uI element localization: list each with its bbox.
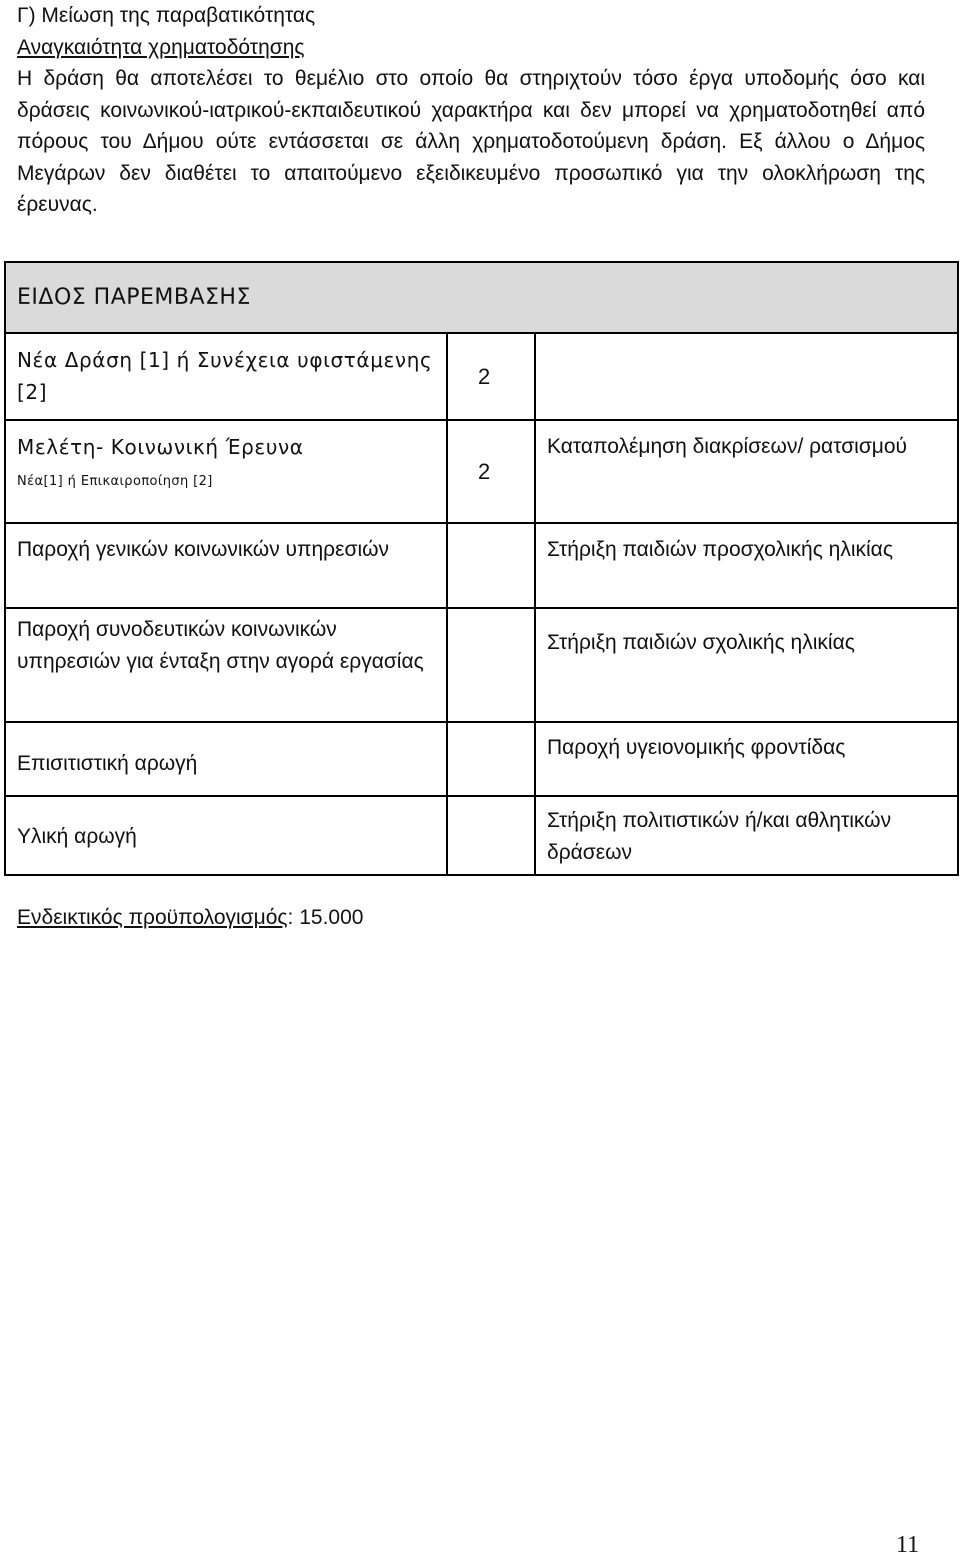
table-header: ΕΙΔΟΣ ΠΑΡΕΜΒΑΣΗΣ xyxy=(5,262,958,333)
table-row xyxy=(5,608,958,722)
intervention-table xyxy=(4,261,959,876)
table-row xyxy=(5,722,958,796)
row-right: Στήριξη πολιτιστικών ή/και αθλητικών δράσεων xyxy=(535,796,958,875)
row-label-cell xyxy=(5,420,447,523)
row-right xyxy=(535,333,958,420)
budget-separator: : xyxy=(287,906,294,929)
row-right: Στήριξη παιδιών προσχολικής ηλικίας xyxy=(535,523,958,608)
section-heading: Γ) Μείωση της παραβατικότητας xyxy=(17,4,316,27)
row-label: Νέα Δράση [1] ή Συνέχεια υφιστάμενης [2] xyxy=(5,333,447,420)
row-value xyxy=(447,523,535,608)
row-value xyxy=(447,722,535,796)
row-label: Παροχή γενικών κοινωνικών υπηρεσιών xyxy=(5,523,447,608)
row-value: 2 xyxy=(447,333,535,420)
row-right: Παροχή υγειονομικής φροντίδας xyxy=(535,722,958,796)
intro-section xyxy=(17,0,925,221)
row-right: Στήριξη παιδιών σχολικής ηλικίας xyxy=(535,608,958,722)
row-right: Καταπολέμηση διακρίσεων/ ρατσισμού xyxy=(535,420,958,523)
page-number: 11 xyxy=(896,1532,920,1558)
table-header-row xyxy=(5,262,958,333)
row-value xyxy=(447,796,535,875)
budget-line xyxy=(17,902,363,934)
row-label: Επισιτιστική αρωγή xyxy=(5,722,447,796)
row-note: Νέα[1] ή Επικαιροποίηση [2] xyxy=(17,474,213,489)
row-label: Μελέτη- Κοινωνική Έρευνα xyxy=(17,435,304,459)
row-value: 2 xyxy=(447,420,535,523)
table-row xyxy=(5,796,958,875)
row-value xyxy=(447,608,535,722)
row-label: Παροχή συνοδευτικών κοινωνικών υπηρεσιών για ένταξη στην αγορά εργασίας xyxy=(5,608,447,722)
budget-value: 15.000 xyxy=(299,906,364,929)
table-row xyxy=(5,523,958,608)
row-label: Υλική αρωγή xyxy=(5,796,447,875)
intro-paragraph: Η δράση θα αποτελέσει το θεμέλιο στο οποίο θα στηριχτούν τόσο έργα υποδομής όσο και δράσεις κοινωνικού-ιατρικού-εκπαιδευτικού χαρακτήρα και δεν μπορεί να χρηματοδοτηθεί από πόρους του Δήμου ούτε εντάσσεται σε άλλη χρηματοδοτούμενη δράση. Εξ άλλου ο Δήμος Μεγάρων δεν διαθέτει το απαιτούμενο εξειδικευμένο προσωπικό για την ολοκλήρωση της έρευνας. xyxy=(17,67,925,216)
table-row xyxy=(5,333,958,420)
section-subheading: Αναγκαιότητα χρηματοδότησης xyxy=(17,35,305,59)
table-row xyxy=(5,420,958,523)
budget-label: Ενδεικτικός προϋπολογισμός xyxy=(17,906,288,929)
